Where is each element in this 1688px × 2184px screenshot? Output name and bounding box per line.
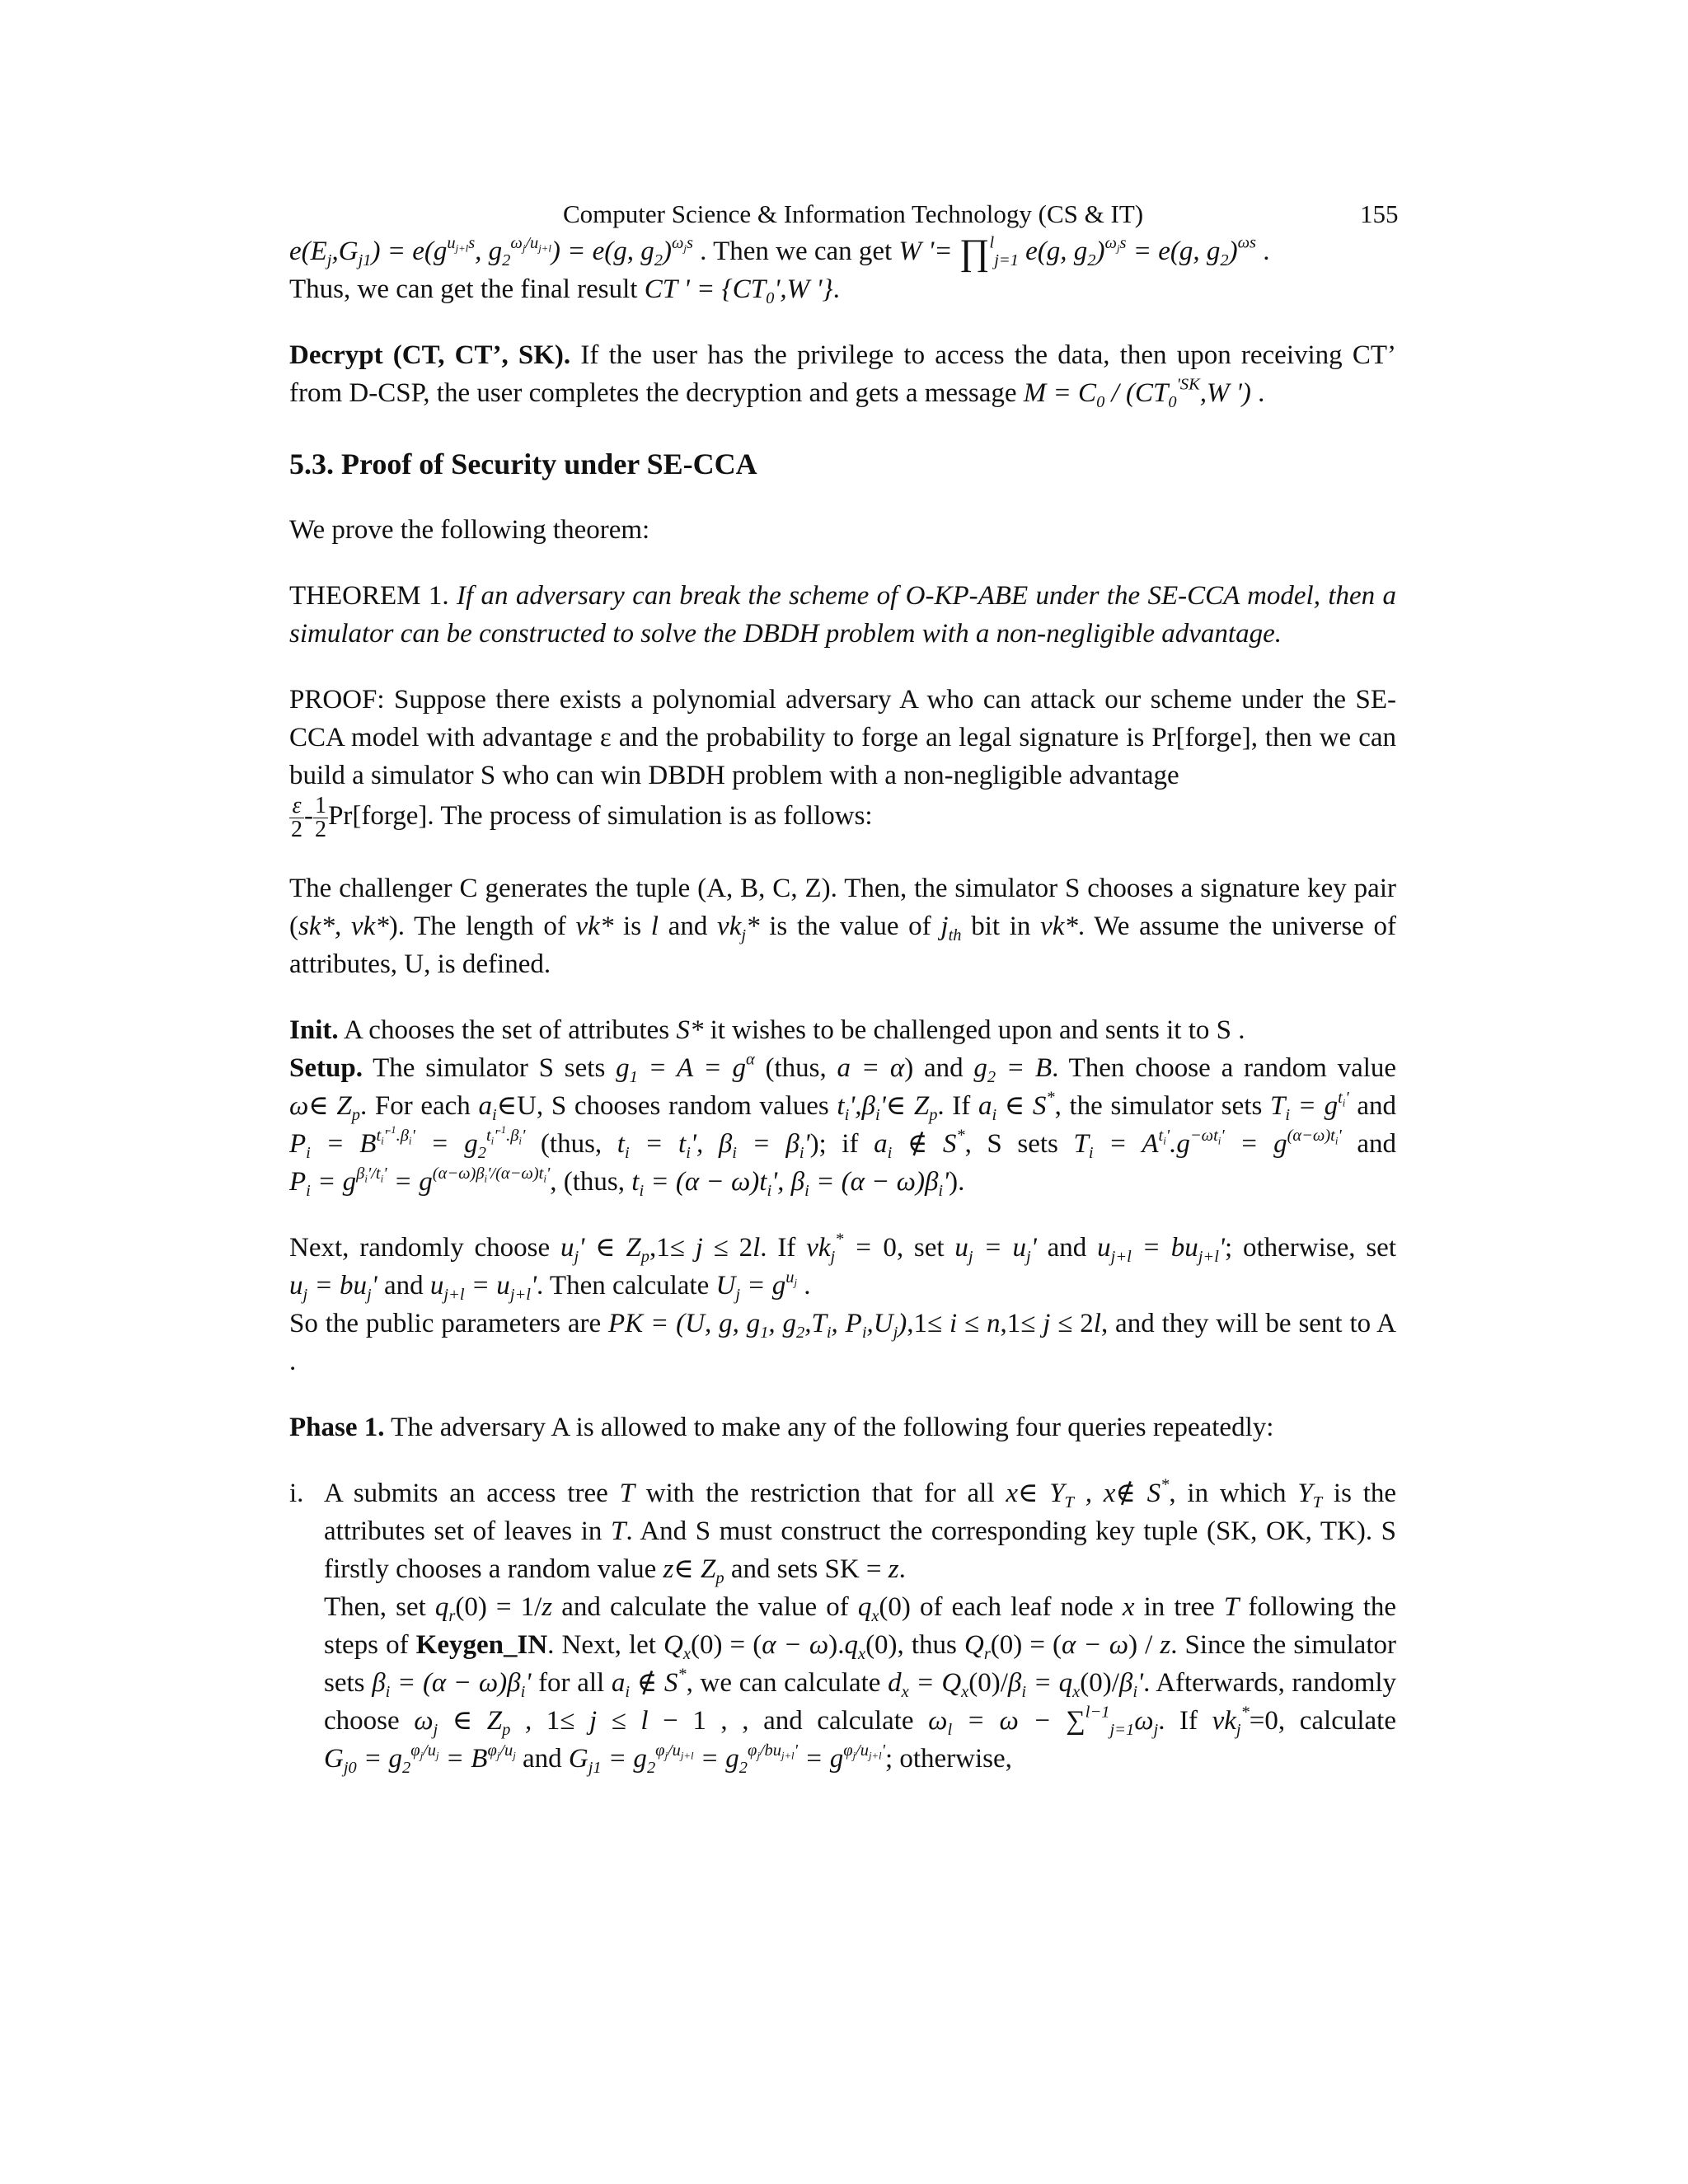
text-span: bit in [971,912,1031,942]
equation: $vk_j^* = 0$ [806,1230,897,1267]
text-span: . If [760,1233,796,1263]
equation: $P_i = B^{t_i'^{-1}.\beta_i'} = g_2^{t_i'^{-1}.\beta_i'}$ [289,1124,526,1163]
text-span: in tree [1143,1592,1215,1623]
equation: x∈ $Y_T$ , x∉ S* [1006,1476,1170,1512]
text-span: . We assume the universe of attributes, U, is defined. [289,912,1397,980]
text-span: Then, set [324,1592,426,1623]
text-span: and calculate the value of [561,1592,849,1623]
equation: $vk_j^*=0$ [1212,1704,1278,1740]
text-span: Next, randomly choose [289,1233,551,1263]
paper-body [289,232,1396,1778]
paragraph-phase1 [289,1408,1396,1446]
text-span: . Next, let [547,1630,656,1661]
text-span: and [523,1744,562,1774]
paragraph-init: Init. A chooses the set of attributes S* it wishes to be challenged upon and sents it to S . [289,1015,1245,1046]
equation: $Q_r(0) = (\alpha - \omega) / z$ [964,1630,1171,1664]
text-span: . [898,1554,906,1585]
text-span: . If [1158,1706,1198,1736]
text-span: for all [538,1668,605,1699]
text-span: and [383,1271,424,1301]
paragraph-theorem [289,577,1396,653]
equation: $Y_T$ [1297,1479,1323,1512]
equation: $G_{j0} = g_2^{\varphi_j/u_j} = B^{\varphi_j/u_j}$ [324,1741,516,1778]
equation: W '= ∏$^l_{j=1}$ e(g, $g_2)^{\omega_js} = e(g$, $g_2)^{\omega s}$ [898,231,1256,273]
text-span: , thus [897,1630,957,1661]
text-span: , set [896,1233,945,1263]
text-span: ; otherwise, [884,1744,1012,1774]
text-span: of each leaf node [919,1592,1114,1623]
equation: $u_{j+l} = bu_{j+l}'$ [1097,1233,1225,1267]
paragraph-setup [289,1049,1396,1201]
text-span: following the steps of [324,1592,1397,1661]
text-span: The challenger C generates the tuple (A, B, C, Z). Then, the simulator S chooses a signature key pair ( [289,874,1396,942]
text-span: . The process of simulation is as follows: [427,801,873,832]
paragraph-prove: We prove the following theorem: [289,515,650,546]
equation: $a_i$ ∈ S* [978,1089,1055,1125]
equation: $a_i$ ∉ S* [611,1666,687,1702]
text-span: . If [937,1091,971,1122]
equation: $U_j = g^{u_j}$ [715,1268,798,1305]
text-span: . For each [359,1091,471,1122]
equation: $T_i = g^{t_i'}$ [1269,1089,1349,1125]
equation: z∈ $Z_p$ [663,1554,724,1588]
text-span: and [1357,1129,1396,1160]
text-span: ) and [904,1053,964,1084]
equation: PK = (U, g, $g_1$, $g_2,T_i$, $P_i,U_j),1\le i \le n,1\le j \le 2l$ [607,1309,1101,1343]
text-span: , calculate [1278,1706,1396,1736]
text-span: . And S must construct the corresponding key tuple (SK, OK, TK). S firstly chooses a random value [324,1516,1397,1585]
equation: $\beta_i = (\alpha - \omega)\beta_i'$ [372,1668,532,1702]
equation: $t_i',\beta_i'\in$ $Z_p$ [837,1091,938,1125]
text-span: The adversary A is allowed to make any of the following four queries repeatedly: [391,1413,1274,1443]
paragraph-public-params [289,1305,1396,1380]
text-span: . Since the simulator sets [324,1630,1396,1699]
decrypt-label: Decrypt (CT, CT’, SK). [289,340,571,371]
setup-label: Setup. [289,1053,363,1084]
text-span: (thus, [540,1129,603,1160]
text-span: and [1047,1233,1087,1263]
equation: $q_x(0)$ [857,1592,911,1626]
list-item: i. A submits an access tree T with the restriction that for all x∈ $Y_T$ , x∉ S*, in which $Y_T$ is the attributes set of leaves in T. And S must construct the corresponding key tuple (SK, OK, TK). S firstly chooses a random value z∈ $Z_p$ and sets SK = z. Then, set $q_r(0) = 1/z$ and calculate the value of $q_x(0)$ of each leaf node x in tree T following the steps of Keygen_IN. Next, let $Q_x(0) = (\alpha - \omega).q_x(0)$, thus $Q_r(0) = (\alpha - \omega) / z$. Since the simulator sets $\beta_i = (\alpha - \omega)\beta_i'$ for all $a_i$ ∉ S*, we can calculate $d_x = Q_x(0)/\beta_i = q_x(0)/\beta_i'$. Afterwards, randomly choose $\omega_j$ ∈ $Z_p$ , 1≤ j ≤ l − 1 , , and calculate $\omega_l = \omega - \sum^{l-1}_{j=1}\omega_j$. If $vk_j^*=0$, calculate $G_{j0} = g_2^{\varphi_j/u_j} = B^{\varphi_j/u_j}$ and $G_{j1} = g_2^{\varphi_j/u_{j+l}} = g_2^{\varphi_j/bu_{j+l}'} = g^{\varphi_j/u_{j+l}'}$; otherwise, [289,1476,1397,1778]
text-span: , the simulator sets [1054,1091,1263,1122]
text-span: , S sets [964,1129,1058,1160]
running-header [0,196,1688,237]
text-span: ). [949,1167,965,1197]
text-span: PROOF: Suppose there exists a polynomial adversary A who can attack our scheme under the SE-CCA model with advantage ε and the probability to forge an legal signature is Pr[forge], then we can build a simulator S who can win DBDH problem with a non-negligible advantage [289,685,1396,791]
text-span: is the attributes set of leaves in [324,1479,1397,1547]
paragraph-w-derivation: $e(E_j,G_{j1}) = e(g^{u_{j+l}s}$, $g_2^{\omega_j/u_{j+l}}) = e(g$, $g_2)^{\omega_js}$ . Then we can get W '= ∏$^l_{j=1}$ e(g, $g_2)^{\omega_js} = e(g$, $g_2)^{\omega s}$ . Thus, we can get the final result CT ' = {$CT_0',W$ '}. [289,231,1270,308]
equation: $u_j = u_j'$ [954,1233,1037,1267]
equation: $Q_x(0) = (\alpha - \omega).q_x(0)$ [663,1630,898,1664]
text-span: Then we can get [713,237,893,266]
equation: $d_x = Q_x(0)/\beta_i = q_x(0)/\beta_i'$ [888,1668,1144,1702]
text-span: ; otherwise, set [1224,1233,1396,1263]
text-span: A submits an access tree [324,1479,608,1509]
text-span: ); if [809,1129,859,1160]
theorem-label: THEOREM 1. [289,581,449,612]
equation: $e(E_j,G_{j1}) = e(g^{u_{j+l}s}$, $g_2^{\omega_j/u_{j+l}}) = e(g$, $g_2)^{\omega_js}$ [289,233,693,270]
theorem-text: If an adversary can break the scheme of O-KP-ABE under the SE-CCA model, then a simulator can be constructed to solve the DBDH problem with a non-negligible advantage. [289,581,1397,649]
keygen-in-label: Keygen_IN [415,1630,548,1661]
equation: $u_j = bu_j'$ [289,1271,377,1305]
paragraph-next: Next, randomly choose $u_j'$ ∈ $Z_p,1\le j \le 2l$. If $vk_j^* = 0$, set $u_j = u_j'$ and $u_{j+l} = bu_{j+l}'$; otherwise, set $u_j = bu_j'$ and $u_{j+l} = u_{j+l}'$. Then calculate $U_j = g^{u_j}$ . [289,1230,1396,1305]
paragraph-decrypt: Decrypt (CT, CT’, SK). If the user has the privilege to access the data, then upon receiving CT’ from D-CSP, the user completes the decryption and gets a message $M = C_0 / (CT_0^{'SK},W$ ') . [289,340,1397,412]
text-span: . Then calculate [537,1271,710,1301]
text-span: , we can calculate [686,1668,881,1699]
equation: $q_r(0) = 1/z$ [434,1592,553,1626]
running-title: Computer Science & Information Technology (CS & IT) [563,199,1144,228]
text-span: and [668,912,708,942]
text-span: So the public parameters are [289,1309,602,1339]
text-span: , in which [1169,1479,1287,1509]
text-span: . Afterwards, randomly choose [324,1668,1397,1736]
equation: $\omega_j$ ∈ $Z_p$ , 1≤ j ≤ l − 1 [414,1706,706,1740]
text-span: Thus, we can get the final result [289,274,638,305]
equation: a = α [837,1053,905,1084]
text-span: , (thus, [550,1167,626,1197]
text-span: and sets SK = [730,1554,882,1585]
text-span: (thus, [765,1053,827,1084]
text-span: is [623,912,642,942]
equation: $u_{j+l} = u_{j+l}'$ [429,1271,537,1305]
query-list [289,1474,1396,1778]
equation: $u_j'$ ∈ $Z_p,1\le j \le 2l$ [560,1233,761,1267]
equation: ω∈ $Z_p$ [289,1091,360,1125]
advantage-expression: $\frac{\varepsilon}{2}$ - $\frac{1}{2}$ Pr[forge] [291,793,428,843]
section-title: 5.3. Proof of Security under SE-CCA [289,448,757,481]
phase1-label: Phase 1. [289,1413,385,1443]
text-span: , and calculate [742,1706,914,1736]
equation: $T_i = A^{t_i'}.g^{-\omega t_i'} = g^{(\alpha-\omega)t_i'}$ [1073,1127,1342,1163]
equation: $g_2 = B$ [973,1053,1053,1087]
text-span: ). The length of [388,912,566,942]
equation: $P_i = g^{\beta_i'/t_i'} = g^{(\alpha-\omega)\beta_i'/(\alpha-\omega)t_i'}$ [289,1165,551,1201]
equation: $g_1 = A = g^\alpha$ [616,1051,755,1087]
text-span: , S chooses random values [536,1091,829,1122]
equation: $a_i\in U$ [478,1091,537,1125]
text-span: The simulator S sets [373,1053,606,1084]
init-label: Init. [289,1015,339,1046]
text-span: If the user has the privilege to access the data, then upon receiving CT’ from D-CSP, the user completes the decryption and gets a message [289,340,1397,409]
equation: $t_i = t_i'$, $\beta_i = \beta_i'$ [617,1129,810,1163]
equation: $M = C_0 / (CT_0^{'SK},W$ ') [1023,376,1251,412]
paragraph-proof [289,681,1396,841]
page-number: 155 [1360,199,1399,228]
equation: $G_{j1} = g_2^{\varphi_j/u_{j+l}} = g_2^{\varphi_j/bu_{j+l}'} = g^{\varphi_j/u_{j+l}'}$ [568,1741,885,1778]
text-span: . Then choose a random value [1052,1053,1397,1084]
text-span: is the value of [769,912,931,942]
equation: $\omega_l = \omega - \sum^{l-1}_{j=1}\omega_j$ [928,1704,1159,1740]
text-span: with the restriction that for all [645,1479,995,1509]
equation: $a_i$ ∉ S* [874,1127,965,1163]
list-item-label: i. [289,1479,304,1509]
text-span: , and they will be sent to A . [289,1309,1396,1377]
text-span: and [1357,1091,1396,1122]
equation: CT ' = {$CT_0',W$ '} [644,274,833,308]
text-span: A chooses the set of attributes [344,1015,670,1046]
equation: $t_i = (\alpha - \omega)t_i'$, $\beta_i = (\alpha - \omega)\beta_i'$ [631,1167,950,1201]
paragraph-challenger: The challenger C generates the tuple (A, B, C, Z). Then, the simulator S chooses a signature key pair (sk*, vk*). The length of vk* is l and $vk_j*$ is the value of $j_{th}$ bit in vk*. We assume the universe of attributes, U, is defined. [289,874,1397,980]
text-span: it wishes to be challenged upon and sents it to S . [710,1015,1245,1046]
